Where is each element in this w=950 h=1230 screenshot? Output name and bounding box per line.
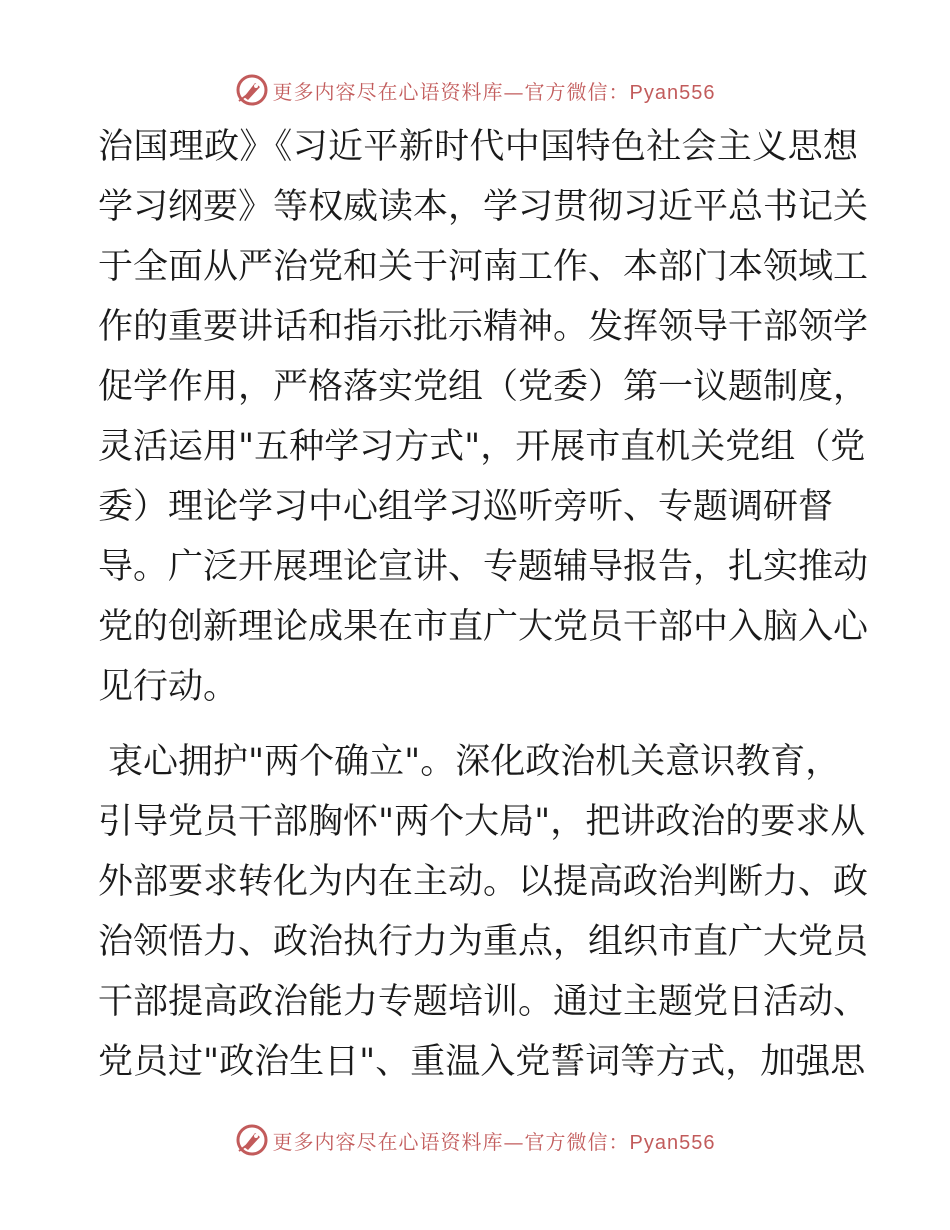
text-line: 党的创新理论成果在市直广大党员干部中入脑入心 — [98, 607, 869, 647]
pen-nib-logo-icon — [235, 73, 269, 107]
text-line: 学习纲要》等权威读本，学习贯彻习近平总书记关 — [98, 187, 869, 227]
header-watermark — [0, 70, 950, 110]
text-line: 治国理政》《习近平新时代中国特色社会主义思想 — [98, 127, 858, 167]
footer-watermark — [0, 1120, 950, 1160]
pen-nib-logo-icon — [235, 1123, 269, 1157]
text-line: 促学作用，严格落实党组（党委）第一议题制度， — [98, 367, 869, 407]
watermark-separator: — — [503, 1129, 525, 1154]
text-line: 衷心拥护"两个确立"。深化政治机关意识教育， — [108, 742, 841, 782]
text-line: 党员过"政治生日"、重温入党誓词等方式，加强思 — [98, 1042, 866, 1082]
text-line: 委）理论学习中心组学习巡听旁听、专题调研督 — [98, 487, 834, 527]
watermark-wechat-id: Pyan556 — [629, 1131, 716, 1154]
text-line: 外部要求转化为内在主动。以提高政治判断力、政 — [98, 862, 869, 902]
text-line: 引导党员干部胸怀"两个大局"，把讲政治的要求从 — [98, 802, 866, 842]
paragraph-1 — [98, 117, 869, 717]
watermark-wechat-id: Pyan556 — [629, 81, 716, 104]
watermark-text — [273, 76, 716, 105]
watermark-brand: 更多内容尽在心语资料库 — [272, 79, 504, 104]
watermark-brand: 更多内容尽在心语资料库 — [272, 1129, 504, 1154]
text-line: 导。广泛开展理论宣讲、专题辅导报告，扎实推动 — [98, 547, 869, 587]
paragraph-2 — [98, 732, 869, 1092]
document-body — [98, 117, 869, 1092]
watermark-text — [273, 1126, 716, 1155]
text-line: 干部提高政治能力专题培训。通过主题党日活动、 — [98, 982, 869, 1022]
watermark-wechat-label: 官方微信： — [524, 1129, 630, 1154]
text-line: 作的重要讲话和指示批示精神。发挥领导干部领学 — [98, 307, 869, 347]
text-line: 于全面从严治党和关于河南工作、本部门本领域工 — [98, 247, 869, 287]
text-line: 见行动。 — [98, 667, 239, 707]
watermark-separator: — — [503, 79, 525, 104]
text-line: 治领悟力、政治执行力为重点，组织市直广大党员 — [98, 922, 869, 962]
text-line: 灵活运用"五种学习方式"，开展市直机关党组（党 — [98, 427, 866, 467]
watermark-wechat-label: 官方微信： — [524, 79, 630, 104]
paragraph-gap — [98, 717, 858, 732]
